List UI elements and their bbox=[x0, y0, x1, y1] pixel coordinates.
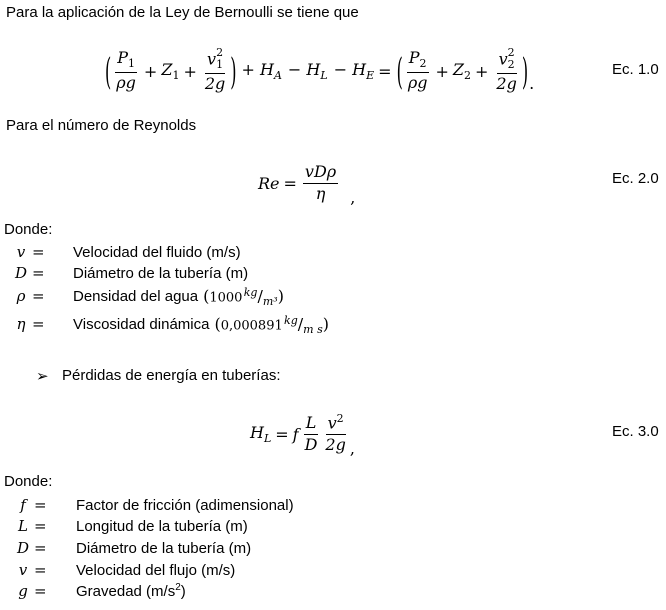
energy-loss-heading: Pérdidas de energía en tuberías: bbox=[62, 367, 281, 384]
bullet-arrow-icon: ➢ bbox=[36, 368, 49, 385]
elevation-term-1: $Z_1$ bbox=[161, 59, 180, 83]
definition-friction-factor: f = Factor de fricción (adimensional) bbox=[20, 496, 294, 514]
equation-label-1: Ec. 1.0 bbox=[612, 61, 659, 78]
head-loss-equation: $H_L$ = f $\frac{L}{D}$ $\frac{v^2}{2g}$ , bbox=[250, 412, 355, 458]
definition-gravity: g = Gravedad $(m/s^2)$ bbox=[18, 582, 186, 600]
density-value: (1000 $^{kg}/_{m^3}$) bbox=[203, 286, 284, 308]
donde-label-2: Donde: bbox=[4, 473, 53, 490]
viscosity-value: (0,000891 $^{kg}/_{m s}$) bbox=[214, 314, 329, 336]
donde-label-1: Donde: bbox=[4, 221, 53, 238]
equation-label-3: Ec. 3.0 bbox=[612, 423, 659, 440]
added-head: + $H_A$ bbox=[241, 59, 282, 83]
loss-head: − $H_L$ bbox=[287, 59, 328, 83]
velocity-head-fraction: $\frac{v^2}{2g}$ bbox=[325, 412, 346, 455]
elevation-term-2: $Z_2$ bbox=[452, 59, 472, 83]
extracted-head: − $H_E$ bbox=[333, 59, 375, 83]
definition-length: L = Longitud de la tubería (m) bbox=[18, 517, 248, 535]
velocity-term-2: $\frac{v^2_2}{2g}$ bbox=[496, 45, 517, 93]
velocity-term-1: $\frac{v^2_1}{2g}$ bbox=[204, 45, 226, 93]
definition-viscosity: η = Viscosidad dinámica (0,000891 $^{kg}/_{m s}$) bbox=[16, 314, 329, 336]
equation-label-2: Ec. 2.0 bbox=[612, 170, 659, 187]
definition-diameter: D = Diámetro de la tubería (m) bbox=[14, 264, 249, 282]
reynolds-equation: Re = $\frac{\text{vDρ}}{\eta}$ , bbox=[258, 162, 356, 207]
definition-density: ρ = Densidad del agua (1000 $^{kg}/_{m^3}$) bbox=[16, 286, 284, 308]
length-diameter-fraction: $\frac{L}{D}$ bbox=[304, 413, 318, 454]
bernoulli-equation: ( $\frac{P_1}{\rho g}$ + $Z_1$ + $\frac{v^2_1}{2g}$ ) + $H_A$ − $H_L$ − $H_E$ = ( $\frac{P_2}{\rho g}$ + $Z_2$ + $\frac{v^2_2}{2g}$ ) . bbox=[105, 45, 535, 93]
intro-text: Para la aplicación de la Ley de Bernoulli se tiene que bbox=[6, 4, 359, 21]
pressure-term-1: $\frac{P_1}{\rho g}$ bbox=[116, 48, 136, 93]
definition-flow-velocity: v = Velocidad del flujo (m/s) bbox=[18, 561, 236, 579]
left-paren: ( bbox=[105, 49, 112, 93]
reynolds-fraction: $\frac{\text{vDρ}}{\eta}$ bbox=[304, 162, 337, 203]
pressure-term-2: $\frac{P_2}{\rho g}$ bbox=[407, 48, 428, 93]
head-loss-symbol: $H_L$ bbox=[250, 422, 272, 446]
definition-velocity: v = Velocidad del fluido (m/s) bbox=[16, 243, 241, 261]
definition-diameter-2: D = Diámetro de la tubería (m) bbox=[16, 539, 252, 557]
reynolds-text: Para el número de Reynolds bbox=[6, 117, 197, 134]
